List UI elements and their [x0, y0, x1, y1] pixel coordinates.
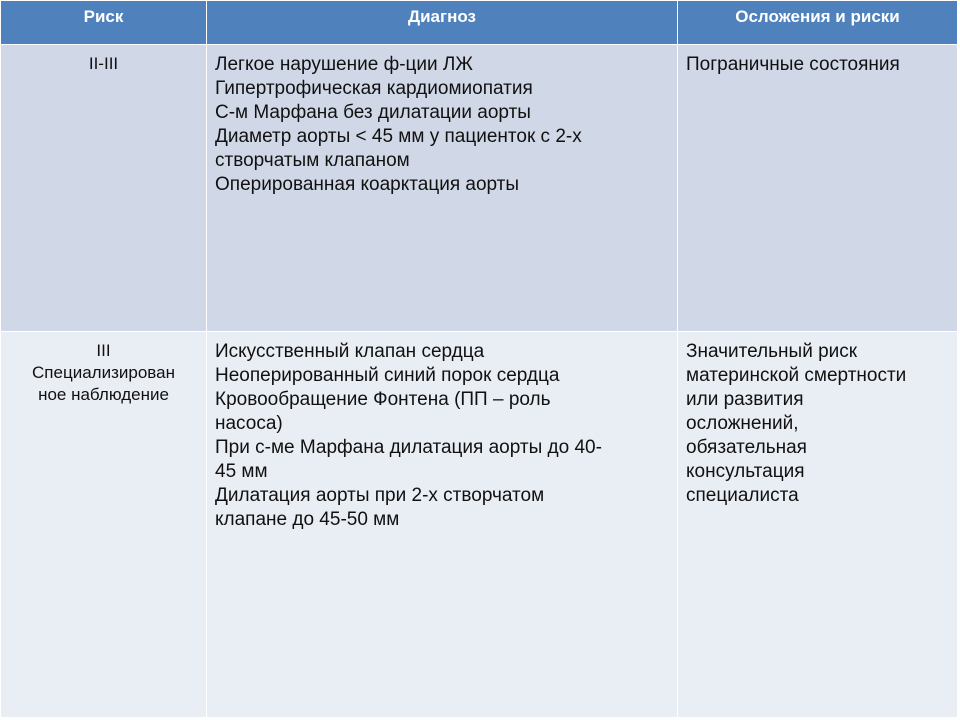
complications-line: Значительный риск [686, 341, 858, 362]
table-row [1, 45, 958, 332]
diagnosis-cell [207, 45, 678, 332]
risk-note: ное наблюдение [38, 385, 169, 404]
diagnosis-cell [207, 332, 678, 718]
diagnosis-line: клапане до 45-50 мм [215, 509, 400, 530]
complications-line: или развития [686, 389, 804, 410]
diagnosis-line: Легкое нарушение ф-ции ЛЖ [215, 54, 473, 75]
complications-line: Пограничные состояния [686, 54, 900, 75]
header-diagnosis: Диагноз [207, 1, 678, 45]
diagnosis-line: Неоперированный синий порок сердца [215, 365, 560, 386]
diagnosis-line: 45 мм [215, 461, 268, 482]
complications-line: специалиста [686, 485, 799, 506]
risk-cell [1, 45, 207, 332]
header-row [1, 1, 958, 45]
diagnosis-line: створчатым клапаном [215, 150, 410, 171]
header-risk: Риск [1, 1, 207, 45]
complications-line: консультация [686, 461, 805, 482]
diagnosis-line: Кровообращение Фонтена (ПП – роль [215, 389, 551, 410]
complications-line: осложнений, [686, 413, 799, 434]
risk-note: Специализирован [32, 363, 175, 382]
diagnosis-line: Искусственный клапан сердца [215, 341, 485, 362]
risk-level: III [96, 341, 111, 360]
diagnosis-line: При с-ме Марфана дилатация аорты до 40- [215, 437, 602, 458]
diagnosis-line: Диаметр аорты < 45 мм у пациенток с 2-х [215, 126, 582, 147]
diagnosis-line: С-м Марфана без дилатации аорты [215, 102, 531, 123]
header-complications: Осложения и риски [678, 1, 958, 45]
diagnosis-line: Дилатация аорты при 2-х створчатом [215, 485, 545, 506]
complications-cell [678, 45, 958, 332]
complications-cell [678, 332, 958, 718]
complications-line: материнской смертности [686, 365, 907, 386]
diagnosis-line: Оперированная коарктация аорты [215, 174, 520, 195]
diagnosis-line: Гипертрофическая кардиомиопатия [215, 78, 533, 99]
complications-line: обязательная [686, 437, 807, 458]
risk-cell [1, 332, 207, 718]
risk-level: II-III [88, 54, 119, 73]
table-row [1, 332, 958, 718]
diagnosis-line: насоса) [215, 413, 283, 434]
